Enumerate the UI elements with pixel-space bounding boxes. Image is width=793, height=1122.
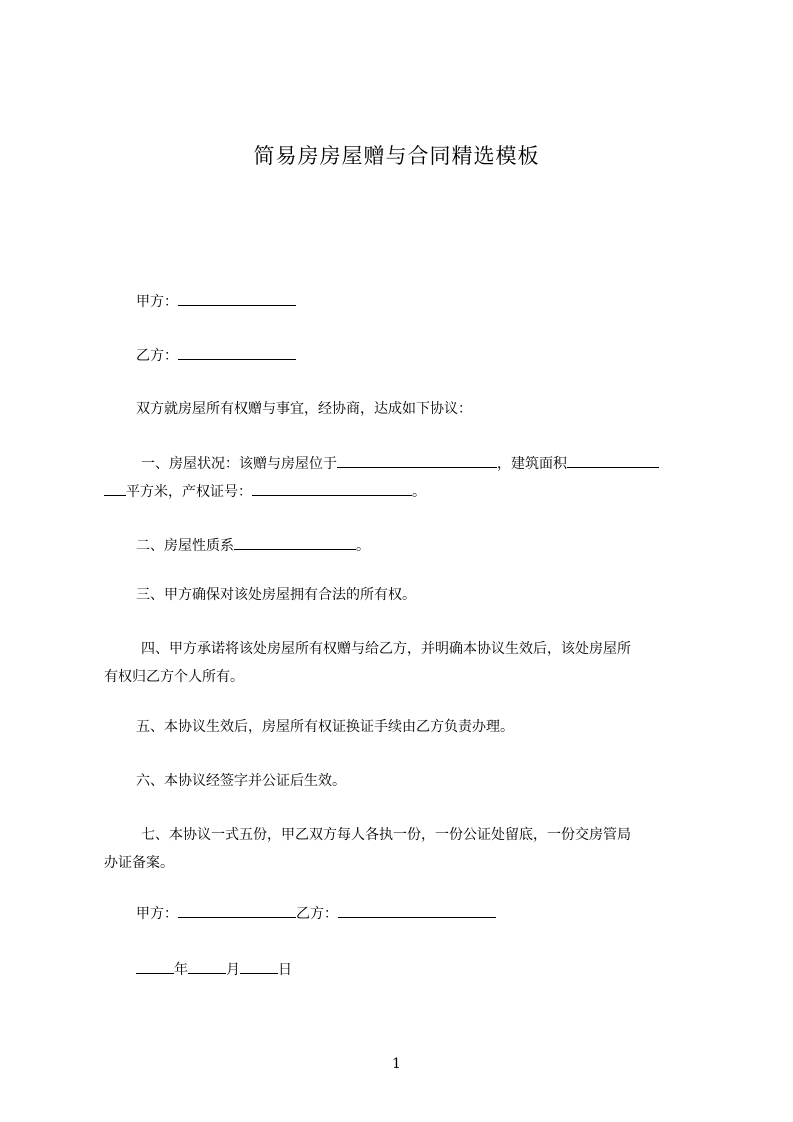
document-title: 简易房房屋赠与合同精选模板 <box>253 144 540 168</box>
clause-4-line-2: 有权归乙方个人所有。 <box>104 669 244 685</box>
clause-4-line-1: 四、甲方承诺将该处房屋所有权赠与给乙方，并明确本协议生效后，该处房屋所 <box>141 641 631 657</box>
date-day-label: 日 <box>278 962 292 978</box>
clause-7-line-1: 七、本协议一式五份，甲乙双方每人各执一份，一份公证处留底，一份交房管局 <box>141 827 631 843</box>
clause-1-prefix: 一、房屋状况：该赠与房屋位于 <box>141 456 337 472</box>
property-cert-blank[interactable] <box>252 481 412 496</box>
clause-7-line-2: 办证备案。 <box>104 855 174 871</box>
sign-party-b-label: 乙方： <box>296 906 338 922</box>
clause-2-line <box>104 535 736 556</box>
party-b-blank[interactable] <box>178 345 296 360</box>
date-line <box>104 959 736 980</box>
date-month-label: 月 <box>226 962 240 978</box>
clause-1-end: 。 <box>412 484 426 500</box>
house-nature-blank[interactable] <box>234 535 356 550</box>
intro-paragraph: 双方就房屋所有权赠与事宜，经协商，达成如下协议： <box>136 401 472 417</box>
signature-line <box>104 903 736 924</box>
sign-party-a-blank[interactable] <box>178 903 296 918</box>
month-blank[interactable] <box>188 959 226 974</box>
clause-1-line-1 <box>104 453 741 474</box>
floor-area-blank-part-2[interactable] <box>104 481 126 496</box>
clause-6: 六、本协议经签字并公证后生效。 <box>136 773 346 789</box>
house-location-blank[interactable] <box>337 453 497 468</box>
date-year-label: 年 <box>174 962 188 978</box>
day-blank[interactable] <box>240 959 278 974</box>
clause-1-line-2-mid: 平方米，产权证号： <box>126 484 252 500</box>
clause-5: 五、本协议生效后，房屋所有权证换证手续由乙方负责办理。 <box>136 719 514 735</box>
party-a-blank[interactable] <box>178 291 296 306</box>
party-b-label: 乙方： <box>136 348 178 364</box>
party-b-line <box>104 345 736 366</box>
floor-area-blank-part-1[interactable] <box>567 453 659 468</box>
sign-party-a-label: 甲方： <box>136 906 178 922</box>
page-number: 1 <box>392 1056 401 1072</box>
clause-2-end: 。 <box>356 538 370 554</box>
clause-3: 三、甲方确保对该处房屋拥有合法的所有权。 <box>136 587 416 603</box>
party-a-label: 甲方： <box>136 294 178 310</box>
clause-1-line-2 <box>104 481 704 502</box>
sign-party-b-blank[interactable] <box>338 903 496 918</box>
clause-2-prefix: 二、房屋性质系 <box>136 538 234 554</box>
year-blank[interactable] <box>136 959 174 974</box>
clause-1-mid: ，建筑面积 <box>497 456 567 472</box>
party-a-line <box>104 291 736 312</box>
